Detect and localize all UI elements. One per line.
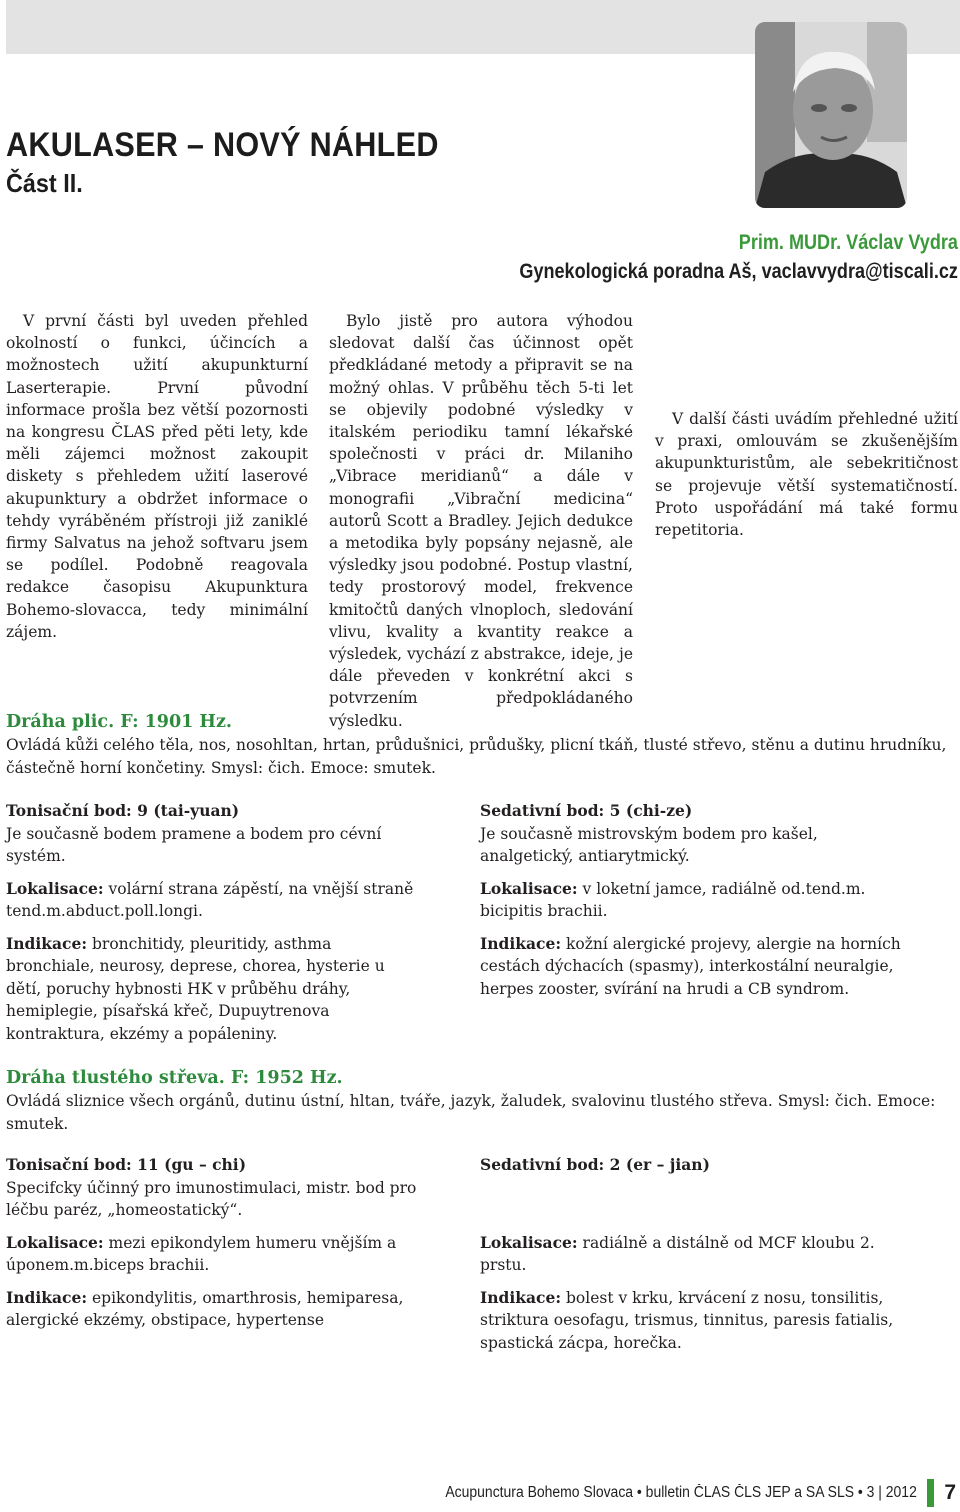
point-text: Je současně bodem pramene a bodem pro cévní systém. (6, 824, 382, 865)
point-text (480, 1177, 910, 1222)
author-affiliation: Gynekologická poradna Aš, vaclavvydra@tiscali.cz (519, 260, 958, 283)
intro-column-3 (655, 408, 958, 541)
intro-column-1 (6, 310, 308, 643)
intro-paragraph: Bylo jistě pro autora výhodou sledovat další čas účinnost opět předkládané metody a připravit se na možný ohlas. V průběhu těch 5-ti let se objevily podobné výsledky v italském periodiku tamní lékařské společnosti v práci dr. Milaniho „Vibrace meridianů“ a dále v monografii „Vibrační medicina“ autorů Scott a Bradley. Jejich dedukce a metodika byly popsány nejasně, ale výsledky jsou podobné. Postup vlastní, tedy prostorový model, frekvence kmitočtů daných vlnoploch, sledování vlivu, kvality a kvantity reakce a výsledek, vychází z abstrakce, ideje, je dále převeden v konkrétní akci s potvrzením předpokládaného výsledku. (329, 312, 633, 730)
footer-accent-bar (927, 1479, 934, 1507)
indication-text: bolest v krku, krvácení z nosu, tonsilitis, striktura oesofagu, trismus, tinnitus, paresis fatialis, spastická zácpa, horečka. (480, 1288, 894, 1352)
point-text: Je současně mistrovským bodem pro kašel, analgetický, antiarytmický. (480, 824, 818, 865)
indication-text: kožní alergické projevy, alergie na horních cestách dýchacích (spasmy), interkostální neuralgie, herpes zooster, svírání na hrudi a CB syndrom. (480, 934, 901, 998)
intro-paragraph: V první části byl uveden přehled okolností o funkci, účincích a možnostech užití akupunkturní Laserterapie. První původní informace prošla bez větší pozornosti na kongresu ČLAS před pěti lety, kde měli zájemci možnost zakoupit diskety s přehledem užití laserové akupunktury a obdržet informace o tehdy vyráběném přístroji již zaniklé firmy Salvatus na jehož softvaru jsem se podílel. Podobně reagovala redakce časopisu Akupunktura Bohemo-slovacca, tedy minimální zájem. (6, 312, 308, 641)
point-title: Tonisační bod: 9 (tai-yuan) (6, 801, 240, 820)
point-title: Tonisační bod: 11 (gu – chi) (6, 1155, 247, 1174)
intro-column-2 (329, 310, 633, 732)
point-indication (6, 933, 421, 1046)
author-portrait-image (755, 22, 907, 208)
indication-text: bronchitidy, pleuritidy, asthma bronchiale, neurosy, deprese, chorea, hysterie u dětí, poruchy hybnosti HK v průběhu dráhy, hemiplegie, písařská křeč, Dupuytrenova kontraktura, ekzémy a popáleniny. (6, 934, 385, 1043)
point-localisation (480, 1232, 910, 1277)
article-title: AKULASER – NOVÝ NÁHLED (6, 126, 439, 164)
point-indication (480, 1287, 910, 1355)
indication-label: Indikace: (480, 933, 562, 953)
tonization-point-large-intestine (6, 1154, 421, 1342)
localisation-label: Lokalisace: (480, 1232, 578, 1252)
point-title: Sedativní bod: 2 (er – jian) (480, 1155, 710, 1174)
author-block (519, 228, 958, 286)
localisation-text: mezi epikondylem humeru vnějším a úponem.m.biceps brachii. (6, 1233, 397, 1274)
page-number: 7 (944, 1481, 956, 1504)
localisation-text: volární strana zápěstí, na vnější straně tend.m.abduct.poll.longi. (6, 879, 414, 920)
point-localisation (6, 1232, 421, 1277)
footer-publication: Acupunctura Bohemo Slovaca • bulletin ČLAS ČLS JEP a SA SLS • 3 | 2012 (445, 1484, 918, 1501)
page-footer (393, 1480, 956, 1506)
indication-label: Indikace: (480, 1287, 562, 1307)
section-description: Ovládá kůži celého těla, nos, nosohltan, hrtan, průdušnici, průdušky, plicní tkáň, tlusté střevo, stěnu a dutinu hrudníku, částečně horní končetiny. Smysl: čich. Emoce: smutek. (6, 736, 947, 777)
tonization-point-lung (6, 800, 421, 1055)
localisation-text: radiálně a distálně od MCF kloubu 2. prstu. (480, 1233, 875, 1274)
author-name: Prim. MUDr. Václav Vydra (738, 231, 958, 254)
sedation-point-large-intestine (480, 1154, 910, 1364)
point-title: Sedativní bod: 5 (chi-ze) (480, 801, 693, 820)
intro-paragraph: V další části uvádím přehledné užití v praxi, omlouvám se zkušenějším akupunkturistům, ale sebekritičnost se projevuje větší systematičností. Proto uspořádání má také formu repetitoria. (655, 410, 958, 540)
localisation-label: Lokalisace: (6, 878, 104, 898)
indication-text: epikondylitis, omarthrosis, hemiparesa, alergické ekzémy, obstipace, hypertense (6, 1288, 404, 1329)
indication-label: Indikace: (6, 933, 88, 953)
section-large-intestine-meridian (6, 1066, 956, 1135)
localisation-label: Lokalisace: (480, 878, 578, 898)
section-description: Ovládá sliznice všech orgánů, dutinu ústní, hltan, tváře, jazyk, žaludek, svalovinu tlustého střeva. Smysl: čich. Emoce: smutek. (6, 1092, 936, 1133)
point-indication (6, 1287, 421, 1332)
sedation-point-lung (480, 800, 910, 1010)
author-photo (755, 22, 907, 208)
point-localisation (480, 878, 910, 923)
indication-label: Indikace: (6, 1287, 88, 1307)
localisation-label: Lokalisace: (6, 1232, 104, 1252)
localisation-text: v loketní jamce, radiálně od.tend.m. bicipitis brachii. (480, 879, 866, 920)
point-text: Specifcky účinný pro imunostimulaci, mistr. bod pro léčbu paréz, „homeostatický“. (6, 1178, 417, 1219)
section-heading: Dráha tlustého střeva. F: 1952 Hz. (6, 1068, 343, 1088)
section-lung-meridian (6, 710, 956, 779)
article-subtitle: Část II. (6, 168, 83, 198)
point-localisation (6, 878, 421, 923)
point-indication (480, 933, 910, 1001)
section-heading: Dráha plic. F: 1901 Hz. (6, 712, 232, 732)
